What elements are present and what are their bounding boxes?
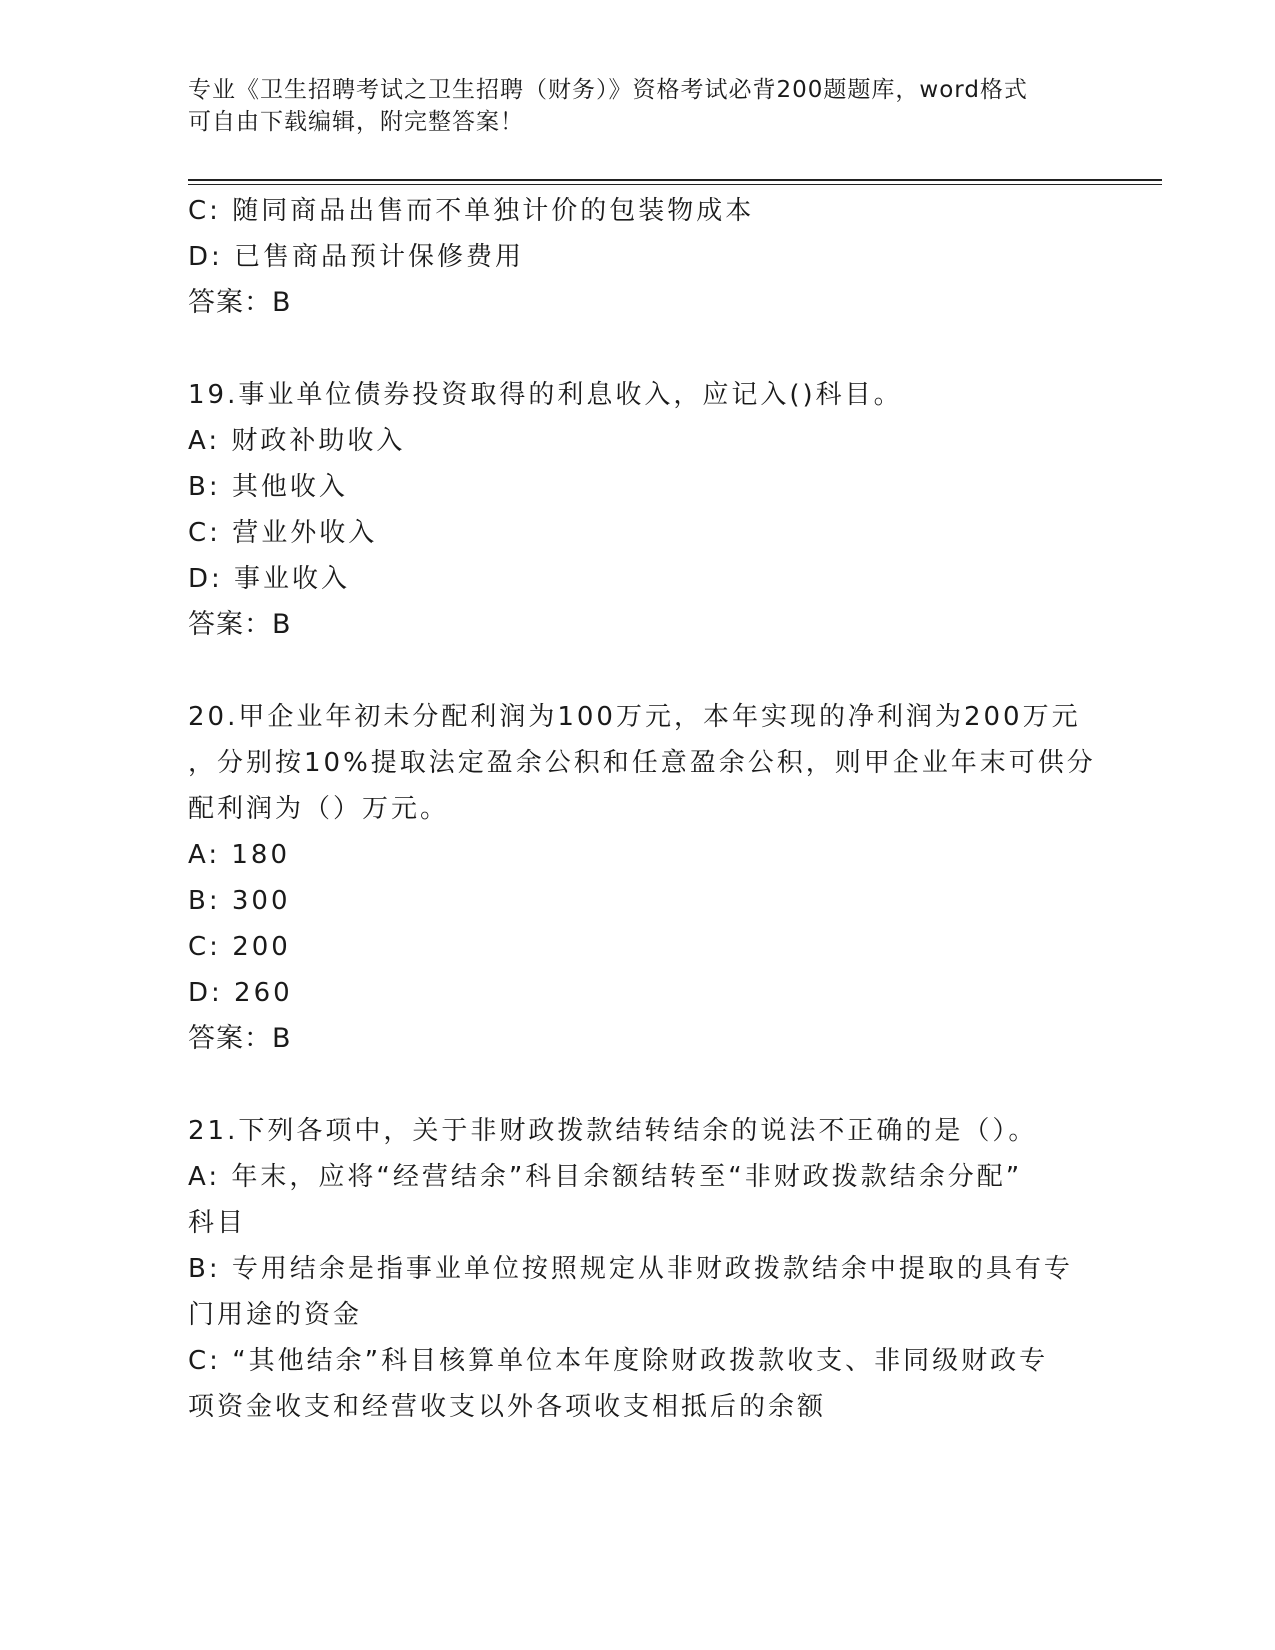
option-a-line-2: 科目 bbox=[188, 1208, 247, 1238]
question-20 bbox=[188, 694, 1096, 1062]
question-stem: 21.下列各项中，关于非财政拨款结转结余的说法不正确的是（）。 bbox=[188, 1116, 1038, 1146]
option-text: 300 bbox=[231, 886, 291, 916]
option-text: 财政补助收入 bbox=[231, 426, 406, 456]
option-text: 事业收入 bbox=[234, 564, 351, 594]
option-a bbox=[188, 832, 1088, 878]
option-text: 180 bbox=[231, 840, 290, 870]
document-header bbox=[188, 74, 1068, 138]
question-21 bbox=[188, 1108, 1088, 1430]
option-letter: D: bbox=[188, 564, 223, 594]
option-d bbox=[188, 234, 1088, 280]
option-text: “其他结余”科目核算单位本年度除财政拨款收支、非同级财政专 bbox=[232, 1346, 1049, 1376]
option-letter: D: bbox=[188, 242, 223, 272]
header-divider-thick bbox=[188, 179, 1162, 181]
option-letter: D: bbox=[188, 978, 223, 1008]
option-letter: C: bbox=[188, 196, 221, 226]
option-d bbox=[188, 556, 1088, 602]
header-title-line-2: 可自由下载编辑，附完整答案！ bbox=[188, 109, 524, 135]
option-letter: C: bbox=[188, 1346, 221, 1376]
question-stem-line-2: ，分别按10%提取法定盈余公积和任意盈余公积，则甲企业年末可供分 bbox=[188, 748, 1096, 778]
option-c bbox=[188, 510, 1088, 556]
option-text: 年末，应将“经营结余”科目余额结转至“非财政拨款结余分配” bbox=[231, 1162, 1023, 1192]
question-content bbox=[188, 188, 1096, 1430]
option-a-line-1 bbox=[188, 1154, 1088, 1200]
option-b-line-1 bbox=[188, 1246, 1088, 1292]
option-letter: C: bbox=[188, 518, 221, 548]
option-c-line-2: 项资金收支和经营收支以外各项收支相抵后的余额 bbox=[188, 1392, 827, 1422]
option-text: 已售商品预计保修费用 bbox=[234, 242, 525, 272]
option-letter: B: bbox=[188, 1254, 221, 1284]
option-letter: A: bbox=[188, 840, 221, 870]
question-stem-line-3: 配利润为（）万元。 bbox=[188, 794, 450, 824]
answer-line: 答案：B bbox=[188, 287, 292, 318]
option-text: 随同商品出售而不单独计价的包装物成本 bbox=[232, 196, 755, 226]
option-letter: C: bbox=[188, 932, 221, 962]
spacer bbox=[188, 326, 1088, 372]
option-text: 专用结余是指事业单位按照规定从非财政拨款结余中提取的具有专 bbox=[231, 1254, 1073, 1284]
option-text: 其他收入 bbox=[231, 472, 348, 502]
option-letter: A: bbox=[188, 1162, 221, 1192]
option-text: 260 bbox=[234, 978, 293, 1008]
header-divider-thin bbox=[188, 184, 1162, 185]
question-stem: 19.事业单位债券投资取得的利息收入，应记入()科目。 bbox=[188, 380, 903, 410]
option-b bbox=[188, 878, 1088, 924]
answer-line: 答案：B bbox=[188, 1023, 292, 1054]
question-19 bbox=[188, 372, 1088, 648]
option-a bbox=[188, 418, 1088, 464]
option-letter: A: bbox=[188, 426, 221, 456]
question-18-continuation bbox=[188, 188, 1088, 326]
option-c bbox=[188, 188, 1088, 234]
option-text: 营业外收入 bbox=[232, 518, 378, 548]
option-letter: B: bbox=[188, 886, 221, 916]
option-d bbox=[188, 970, 1088, 1016]
option-b bbox=[188, 464, 1088, 510]
option-c bbox=[188, 924, 1088, 970]
question-stem-line-1: 20.甲企业年初未分配利润为100万元，本年实现的净利润为200万元 bbox=[188, 702, 1081, 732]
option-letter: B: bbox=[188, 472, 221, 502]
header-title-line-1: 专业《卫生招聘考试之卫生招聘（财务）》资格考试必背200题题库，word格式 bbox=[188, 77, 1028, 103]
option-b-line-2: 门用途的资金 bbox=[188, 1300, 363, 1330]
spacer bbox=[188, 648, 1088, 694]
option-c-line-1 bbox=[188, 1338, 1088, 1384]
spacer bbox=[188, 1062, 1088, 1108]
option-text: 200 bbox=[232, 932, 291, 962]
answer-line: 答案：B bbox=[188, 609, 292, 640]
